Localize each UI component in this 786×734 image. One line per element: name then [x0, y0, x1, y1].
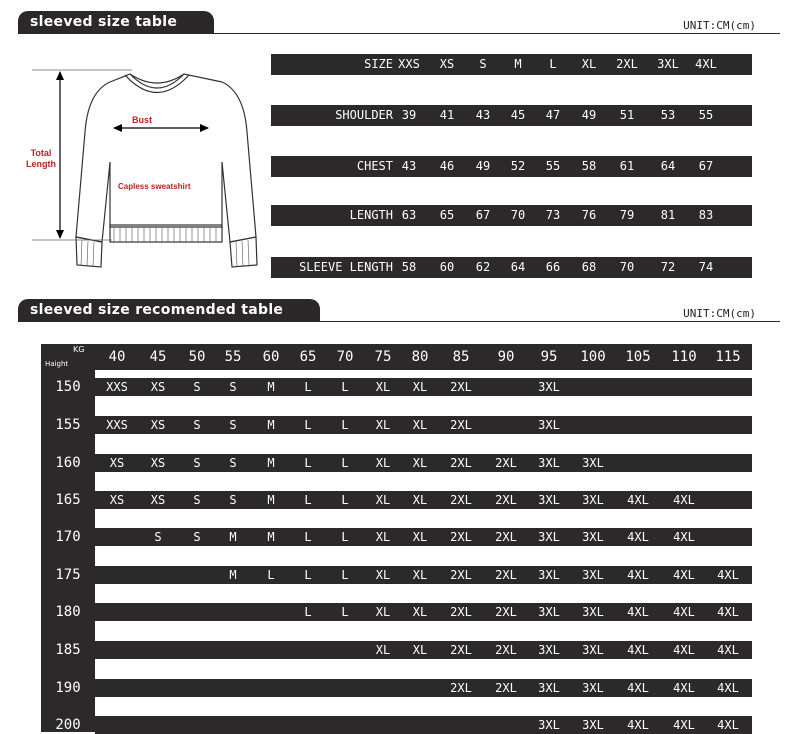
recommend-cell: XL: [412, 568, 428, 582]
recommend-cell: 2XL: [495, 530, 517, 544]
recommend-cell: 2XL: [495, 643, 517, 657]
recommend-cell: XL: [412, 456, 428, 470]
recommend-cell: 2XL: [450, 605, 472, 619]
size-cell: 81: [660, 208, 676, 222]
recommend-cell: L: [341, 380, 349, 394]
height-label-cell: 150: [55, 379, 81, 395]
recommend-cell: XL: [375, 418, 391, 432]
size-cell: 4XL: [695, 57, 717, 71]
recommend-cell: L: [304, 456, 312, 470]
recommend-cell: 3XL: [538, 456, 560, 470]
height-label-cell: 175: [55, 567, 81, 583]
height-label-cell: 200: [55, 717, 81, 733]
size-cell: 58: [581, 159, 597, 173]
size-row: [271, 156, 752, 177]
size-cell: S: [479, 57, 487, 71]
recommend-cell: XL: [375, 605, 391, 619]
size-cell: 63: [401, 208, 417, 222]
size-row-label: CHEST: [356, 159, 393, 173]
recommend-cell: L: [341, 456, 349, 470]
recommend-cell: S: [154, 530, 162, 544]
recommend-cell: 3XL: [538, 643, 560, 657]
size-cell: 49: [475, 159, 491, 173]
recommend-cell: 3XL: [582, 718, 604, 732]
recommend-cell: M: [267, 493, 275, 507]
size-row-label: SHOULDER: [335, 108, 393, 122]
recommend-cell: 4XL: [627, 718, 649, 732]
size-cell: XL: [581, 57, 597, 71]
recommend-cell: 4XL: [673, 718, 695, 732]
recommend-cell: M: [267, 530, 275, 544]
recommend-cell: L: [304, 530, 312, 544]
recommend-cell: L: [341, 568, 349, 582]
weight-header: 75: [374, 349, 392, 365]
recommend-cell: 3XL: [538, 718, 560, 732]
size-row-label: SLEEVE LENGTH: [299, 260, 393, 274]
weight-header: 80: [411, 349, 429, 365]
size-row: [271, 257, 752, 278]
size-cell: 3XL: [657, 57, 679, 71]
recommend-cell: 2XL: [450, 643, 472, 657]
size-cell: 46: [439, 159, 455, 173]
size-cell: 43: [401, 159, 417, 173]
recommend-cell: M: [229, 568, 237, 582]
size-cell: 51: [619, 108, 635, 122]
size-row-label: LENGTH: [349, 208, 393, 222]
recommend-cell: L: [304, 418, 312, 432]
size-cell: 53: [660, 108, 676, 122]
recommend-cell: 3XL: [538, 605, 560, 619]
divider: [18, 321, 780, 322]
recommend-cell: L: [341, 493, 349, 507]
recommend-cell: 4XL: [673, 530, 695, 544]
recommend-cell: 3XL: [582, 568, 604, 582]
recommend-cell: 4XL: [717, 681, 739, 695]
recommend-cell: S: [229, 456, 237, 470]
recommend-cell: L: [304, 380, 312, 394]
recommend-cell: M: [229, 530, 237, 544]
weight-header: 95: [540, 349, 558, 365]
recommend-cell: 4XL: [717, 643, 739, 657]
recommend-cell: S: [193, 456, 201, 470]
size-cell: L: [549, 57, 557, 71]
size-cell: 76: [581, 208, 597, 222]
recommend-cell: 4XL: [627, 605, 649, 619]
recommend-cell: 2XL: [495, 568, 517, 582]
recommend-cell: 3XL: [582, 605, 604, 619]
recommend-cell: S: [229, 380, 237, 394]
size-cell: 73: [545, 208, 561, 222]
size-cell: 45: [510, 108, 526, 122]
recommend-cell: 2XL: [450, 380, 472, 394]
recommend-cell: 3XL: [582, 681, 604, 695]
weight-header: 110: [671, 349, 697, 365]
recommend-cell: XL: [375, 380, 391, 394]
recommend-cell: XL: [375, 456, 391, 470]
recommend-cell: XL: [412, 643, 428, 657]
size-row: [271, 205, 752, 226]
recommend-cell: 3XL: [582, 530, 604, 544]
recommend-cell: XXS: [106, 380, 128, 394]
size-row: [271, 54, 752, 75]
recommend-cell: L: [304, 568, 312, 582]
recommend-cell: 4XL: [627, 530, 649, 544]
recommend-cell: 3XL: [538, 568, 560, 582]
recommend-cell: 2XL: [450, 681, 472, 695]
recommend-cell: 3XL: [582, 493, 604, 507]
recommend-cell: 3XL: [538, 418, 560, 432]
weight-header: 105: [625, 349, 651, 365]
recommend-cell: 2XL: [450, 456, 472, 470]
size-cell: M: [514, 57, 522, 71]
sweatshirt-diagram: [22, 62, 267, 277]
recommend-cell: L: [341, 418, 349, 432]
recommend-cell: XL: [375, 568, 391, 582]
weight-header: 85: [452, 349, 470, 365]
recommend-cell: XL: [412, 493, 428, 507]
recommend-cell: 4XL: [673, 568, 695, 582]
recommend-cell: S: [229, 418, 237, 432]
weight-header: 70: [336, 349, 354, 365]
recommend-cell: 4XL: [627, 568, 649, 582]
recommend-cell: XL: [412, 605, 428, 619]
size-cell: 58: [401, 260, 417, 274]
recommend-cell: 4XL: [673, 493, 695, 507]
size-cell: 39: [401, 108, 417, 122]
size-cell: 68: [581, 260, 597, 274]
recommend-cell: XS: [150, 418, 166, 432]
recommend-cell: L: [304, 605, 312, 619]
size-cell: 60: [439, 260, 455, 274]
recommend-cell: 4XL: [717, 605, 739, 619]
size-cell: 55: [545, 159, 561, 173]
recommend-cell: 2XL: [495, 493, 517, 507]
size-cell: 43: [475, 108, 491, 122]
recommend-cell: 3XL: [538, 493, 560, 507]
height-label: Haight: [45, 360, 69, 368]
recommend-cell: 2XL: [495, 681, 517, 695]
size-cell: 49: [581, 108, 597, 122]
unit-label: UNIT:CM(cm): [683, 19, 756, 32]
recommend-cell: M: [267, 380, 275, 394]
weight-header: 115: [715, 349, 741, 365]
recommend-cell: S: [229, 493, 237, 507]
recommend-cell: 4XL: [673, 681, 695, 695]
recommend-cell: XXS: [106, 418, 128, 432]
recommend-cell: 2XL: [450, 530, 472, 544]
weight-header: 100: [580, 349, 606, 365]
recommend-cell: S: [193, 380, 201, 394]
size-cell: XXS: [398, 57, 420, 71]
recommend-cell: XL: [375, 643, 391, 657]
weight-header: 40: [108, 349, 126, 365]
size-cell: 55: [698, 108, 714, 122]
recommend-cell: 4XL: [627, 681, 649, 695]
size-cell: 67: [475, 208, 491, 222]
size-cell: 62: [475, 260, 491, 274]
weight-header: 90: [497, 349, 515, 365]
recommend-cell: 2XL: [495, 456, 517, 470]
recommend-cell: L: [304, 493, 312, 507]
recommend-cell: XL: [412, 530, 428, 544]
recommend-cell: 3XL: [538, 530, 560, 544]
recommend-cell: XS: [109, 493, 125, 507]
recommend-cell: 2XL: [450, 493, 472, 507]
recommend-cell: XS: [109, 456, 125, 470]
recommend-cell: 2XL: [450, 418, 472, 432]
divider: [18, 33, 780, 34]
recommend-cell: 3XL: [538, 681, 560, 695]
recommend-cell: XL: [375, 530, 391, 544]
recommend-cell: 2XL: [450, 568, 472, 582]
recommend-table-title: sleeved size recomended table: [18, 299, 320, 321]
weight-header: 65: [299, 349, 317, 365]
recommend-cell: L: [341, 530, 349, 544]
weight-header: 55: [224, 349, 242, 365]
size-row-label: SIZE: [364, 57, 393, 71]
size-table-title: sleeved size table: [18, 11, 214, 33]
size-cell: 2XL: [616, 57, 638, 71]
height-label-cell: 190: [55, 680, 81, 696]
recommend-cell: XS: [150, 456, 166, 470]
size-cell: 70: [510, 208, 526, 222]
recommend-cell: XL: [375, 493, 391, 507]
height-label-cell: 160: [55, 455, 81, 471]
recommend-cell: 4XL: [717, 718, 739, 732]
sweatshirt-outline-icon: [22, 62, 267, 277]
size-cell: 66: [545, 260, 561, 274]
recommend-cell: XL: [412, 418, 428, 432]
recommend-cell: 4XL: [627, 643, 649, 657]
recommend-cell: 4XL: [627, 493, 649, 507]
recommend-cell: S: [193, 493, 201, 507]
weight-header: 60: [262, 349, 280, 365]
size-cell: 74: [698, 260, 714, 274]
weight-header: 45: [149, 349, 167, 365]
height-label-cell: 170: [55, 529, 81, 545]
recommend-cell: 2XL: [495, 605, 517, 619]
height-label-cell: 185: [55, 642, 81, 658]
recommend-cell: 4XL: [673, 605, 695, 619]
unit-label: UNIT:CM(cm): [683, 307, 756, 320]
recommend-cell: M: [267, 456, 275, 470]
size-cell: 47: [545, 108, 561, 122]
kg-label: KG: [73, 345, 85, 354]
recommend-cell: 4XL: [717, 568, 739, 582]
height-label-cell: 180: [55, 604, 81, 620]
size-cell: 72: [660, 260, 676, 274]
recommend-cell: 3XL: [582, 456, 604, 470]
recommend-cell: M: [267, 418, 275, 432]
recommend-cell: 3XL: [538, 380, 560, 394]
garment-label: Capless sweatshirt: [118, 182, 191, 191]
recommend-cell: L: [341, 605, 349, 619]
weight-header: 50: [188, 349, 206, 365]
recommend-cell: S: [193, 530, 201, 544]
recommend-cell: XS: [150, 380, 166, 394]
size-cell: XS: [439, 57, 455, 71]
height-label-cell: 165: [55, 492, 81, 508]
recommend-cell: L: [267, 568, 275, 582]
total-length-label: Total Length: [26, 148, 56, 169]
recommend-cell: 4XL: [673, 643, 695, 657]
recommend-cell: 3XL: [582, 643, 604, 657]
size-cell: 64: [510, 260, 526, 274]
size-cell: 65: [439, 208, 455, 222]
size-cell: 61: [619, 159, 635, 173]
size-cell: 64: [660, 159, 676, 173]
size-cell: 83: [698, 208, 714, 222]
height-label-cell: 155: [55, 417, 81, 433]
size-cell: 67: [698, 159, 714, 173]
size-cell: 41: [439, 108, 455, 122]
recommend-cell: S: [193, 418, 201, 432]
recommend-cell: XS: [150, 493, 166, 507]
size-cell: 70: [619, 260, 635, 274]
size-row: [271, 105, 752, 126]
size-cell: 52: [510, 159, 526, 173]
recommend-cell: XL: [412, 380, 428, 394]
bust-label: Bust: [132, 115, 152, 125]
size-cell: 79: [619, 208, 635, 222]
